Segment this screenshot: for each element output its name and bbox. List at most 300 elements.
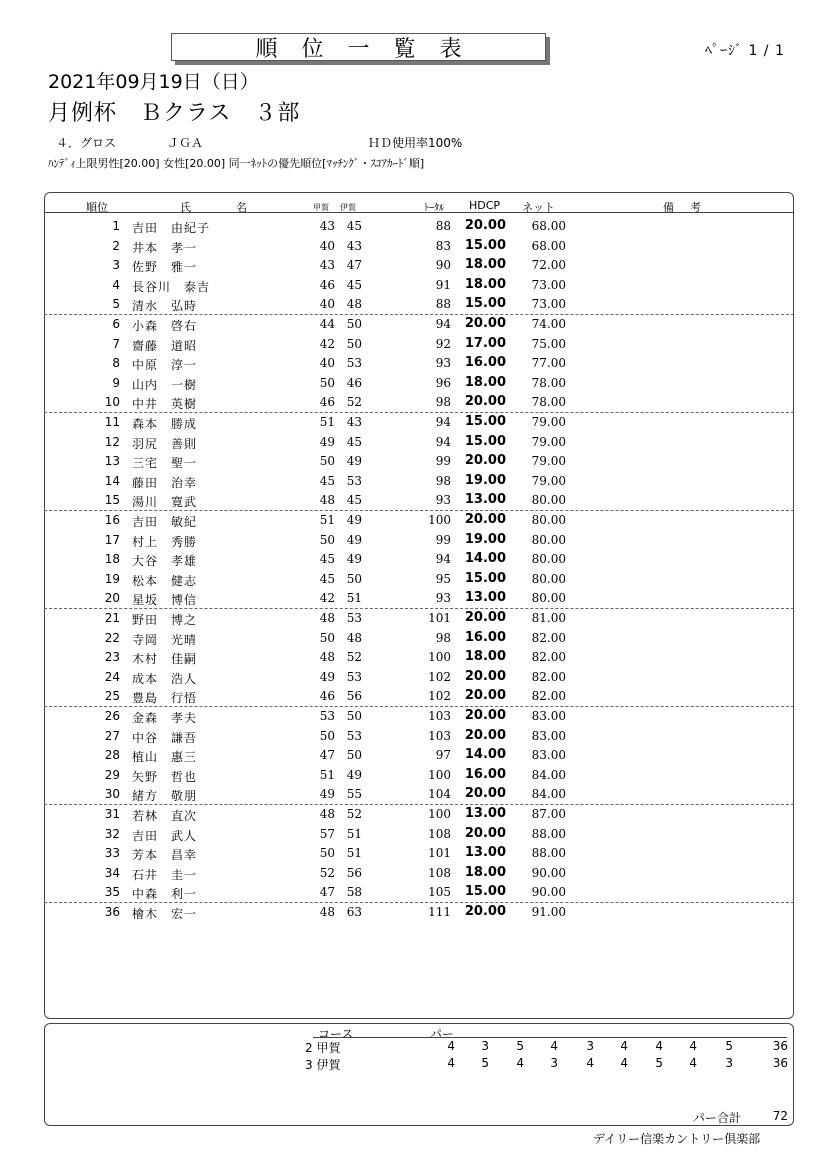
- title-box: [171, 33, 546, 61]
- cell-c1: 48: [319, 807, 335, 821]
- cell-rank: 12: [104, 434, 120, 449]
- hole-par: 4: [550, 1039, 558, 1053]
- cell-hdcp: 14.00: [464, 551, 506, 567]
- cell-c1: 47: [319, 885, 335, 900]
- table-row: [44, 785, 794, 805]
- cell-c1: 51: [319, 415, 335, 429]
- cell-c1: 50: [319, 454, 335, 469]
- cell-c2: 45: [346, 493, 362, 508]
- hole-par: 4: [620, 1056, 628, 1070]
- cell-c2: 53: [346, 473, 362, 488]
- cell-hdcp: 20.00: [464, 825, 506, 841]
- cell-rank: 8: [112, 356, 120, 371]
- table-row: [44, 511, 794, 531]
- cell-net: 87.00: [531, 807, 566, 821]
- cell-hdcp: 20.00: [464, 394, 506, 410]
- cell-c1: 48: [319, 905, 335, 919]
- cell-rank: 2: [112, 238, 120, 253]
- cell-c1: 40: [319, 238, 335, 253]
- club-name: デイリー信楽カントリー倶楽部: [593, 1132, 761, 1146]
- cell-c2: 49: [346, 532, 362, 547]
- hole-par: 4: [447, 1056, 455, 1070]
- cell-c2: 47: [346, 258, 362, 273]
- cell-net: 84.00: [531, 767, 566, 782]
- cell-net: 79.00: [531, 454, 566, 469]
- cell-total: 100: [428, 767, 451, 782]
- cell-net: 84.00: [531, 787, 566, 802]
- table-row: [44, 354, 794, 374]
- cell-total: 88: [435, 219, 451, 233]
- table-row: [44, 295, 794, 315]
- cell-net: 90.00: [531, 885, 566, 900]
- cell-net: 80.00: [531, 513, 566, 527]
- cell-rank: 29: [104, 767, 120, 782]
- cell-rank: 33: [104, 846, 120, 861]
- cell-hdcp: 20.00: [464, 610, 506, 625]
- cell-c2: 50: [346, 336, 362, 351]
- cell-c1: 46: [319, 395, 335, 410]
- cell-hdcp: 20.00: [464, 727, 506, 743]
- cell-c1: 48: [319, 611, 335, 625]
- col-net: ネット: [522, 201, 555, 214]
- cell-hdcp: 13.00: [464, 806, 506, 821]
- table-row: [44, 766, 794, 786]
- par-total-value: 72: [772, 1109, 788, 1123]
- cell-total: 108: [428, 865, 451, 880]
- cell-name: 芳本 昌幸: [132, 848, 198, 863]
- col-name-2: 名: [236, 201, 247, 214]
- table-row: [44, 393, 794, 413]
- cell-net: 80.00: [531, 532, 566, 547]
- cell-c2: 45: [346, 434, 362, 449]
- cell-net: 79.00: [531, 434, 566, 449]
- table-row: [44, 413, 794, 433]
- cell-name: 若林 直次: [132, 809, 198, 823]
- cell-net: 82.00: [531, 650, 566, 665]
- col-name-1: 氏: [180, 201, 191, 214]
- cell-name: 豊島 行悟: [132, 691, 198, 706]
- cell-rank: 6: [112, 317, 120, 331]
- table-row: [44, 570, 794, 590]
- cell-net: 74.00: [531, 317, 566, 331]
- cell-total: 83: [435, 238, 451, 253]
- cell-c1: 48: [319, 493, 335, 508]
- handicap-conditions: ﾊﾝﾃﾞｨ上限男性[20.00] 女性[20.00] 同一ﾈｯﾄの優先順位[ﾏｯﾁﾝｸﾞ・ｽｺｱｶｰﾄﾞ順]: [48, 157, 425, 170]
- cell-c1: 49: [319, 434, 335, 449]
- cell-c2: 43: [346, 238, 362, 253]
- cell-total: 100: [428, 650, 451, 665]
- table-row: [44, 609, 794, 629]
- course-par-total: 36: [772, 1039, 788, 1053]
- cell-c2: 51: [346, 846, 362, 861]
- cell-total: 93: [435, 591, 451, 606]
- cell-rank: 25: [104, 689, 120, 704]
- cell-c1: 57: [319, 826, 335, 841]
- table-row: [44, 531, 794, 551]
- cell-c1: 46: [319, 277, 335, 292]
- hole-par: 3: [481, 1039, 489, 1053]
- cell-c2: 52: [346, 807, 362, 821]
- cell-net: 79.00: [531, 415, 566, 429]
- cell-net: 83.00: [531, 728, 566, 743]
- cell-name: 村上 秀勝: [132, 534, 198, 549]
- table-row: [44, 433, 794, 453]
- table-row: [44, 237, 794, 257]
- course-name: 2 甲賀: [305, 1041, 341, 1055]
- cell-total: 98: [435, 630, 451, 645]
- hole-par: 4: [655, 1039, 663, 1053]
- cell-c1: 46: [319, 689, 335, 704]
- cell-hdcp: 18.00: [464, 649, 506, 665]
- cell-net: 75.00: [531, 336, 566, 351]
- cell-hdcp: 15.00: [464, 884, 506, 900]
- cell-net: 83.00: [531, 748, 566, 763]
- cell-net: 77.00: [531, 356, 566, 371]
- cell-hdcp: 20.00: [464, 453, 506, 469]
- cell-c1: 49: [319, 669, 335, 684]
- cell-name: 成本 浩人: [132, 671, 198, 686]
- cell-c2: 52: [346, 650, 362, 665]
- cell-total: 97: [435, 748, 451, 763]
- cell-total: 96: [435, 375, 451, 390]
- cell-hdcp: 13.00: [464, 845, 506, 861]
- cell-c1: 48: [319, 650, 335, 665]
- cell-hdcp: 15.00: [464, 570, 506, 586]
- cell-name: 長谷川 泰吉: [132, 279, 211, 294]
- cell-total: 102: [428, 689, 451, 704]
- cell-name: 星坂 博信: [132, 593, 198, 608]
- table-row: [44, 629, 794, 649]
- cell-rank: 23: [104, 650, 120, 665]
- table-row: [44, 452, 794, 472]
- hole-par: 3: [586, 1039, 594, 1053]
- cell-hdcp: 18.00: [464, 276, 506, 292]
- hole-par: 4: [689, 1039, 697, 1053]
- cell-hdcp: 18.00: [464, 864, 506, 880]
- cell-hdcp: 20.00: [464, 904, 506, 919]
- cell-name: 齋藤 道昭: [132, 338, 198, 353]
- cell-c1: 47: [319, 748, 335, 763]
- cell-name: 野田 博之: [132, 613, 198, 627]
- cell-rank: 1: [112, 219, 120, 233]
- cell-net: 72.00: [531, 258, 566, 273]
- cell-total: 98: [435, 395, 451, 410]
- cell-c2: 50: [346, 317, 362, 331]
- cell-rank: 16: [104, 513, 120, 527]
- cell-c2: 45: [346, 219, 362, 233]
- cell-rank: 11: [104, 415, 120, 429]
- cell-c2: 50: [346, 571, 362, 586]
- cell-hdcp: 15.00: [464, 237, 506, 253]
- cell-c1: 44: [319, 317, 335, 331]
- cell-total: 94: [435, 434, 451, 449]
- cell-c2: 49: [346, 454, 362, 469]
- course-label: コース: [318, 1027, 354, 1041]
- cell-rank: 17: [104, 532, 120, 547]
- cell-rank: 26: [104, 709, 120, 723]
- cell-hdcp: 20.00: [464, 708, 506, 723]
- hole-par: 4: [620, 1039, 628, 1053]
- cell-c1: 51: [319, 513, 335, 527]
- cell-hdcp: 20.00: [464, 512, 506, 527]
- cell-net: 82.00: [531, 669, 566, 684]
- cell-rank: 28: [104, 748, 120, 763]
- cell-hdcp: 19.00: [464, 472, 506, 488]
- cell-hdcp: 16.00: [464, 766, 506, 782]
- cell-net: 82.00: [531, 689, 566, 704]
- col-hdcp: HDCP: [469, 199, 501, 212]
- cell-c2: 63: [346, 905, 362, 919]
- cell-c1: 45: [319, 552, 335, 567]
- cell-hdcp: 16.00: [464, 629, 506, 645]
- cell-name: 檜木 宏一: [132, 907, 198, 921]
- cell-hdcp: 20.00: [464, 218, 506, 233]
- table-row: [44, 491, 794, 511]
- cell-net: 81.00: [531, 611, 566, 625]
- cell-total: 92: [435, 336, 451, 351]
- cell-name: 中谷 謙吾: [132, 730, 198, 745]
- table-row: [44, 883, 794, 903]
- cell-name: 森本 勝成: [132, 417, 198, 431]
- cell-name: 三宅 聖一: [132, 456, 198, 471]
- cell-total: 94: [435, 552, 451, 567]
- cell-name: 藤田 治幸: [132, 475, 198, 490]
- cell-c2: 58: [346, 885, 362, 900]
- cell-net: 68.00: [531, 219, 566, 233]
- table-row: [44, 335, 794, 355]
- rule-label: ＪＧＡ: [167, 136, 204, 150]
- cell-c1: 45: [319, 473, 335, 488]
- hd-rate: ＨＤ使用率100%: [368, 136, 463, 150]
- cell-name: 佐野 雅一: [132, 260, 198, 275]
- hole-par: 5: [725, 1039, 733, 1053]
- cell-name: 石井 圭一: [132, 867, 198, 882]
- cell-rank: 32: [104, 826, 120, 841]
- cell-net: 73.00: [531, 297, 566, 312]
- cell-net: 80.00: [531, 571, 566, 586]
- table-row: [44, 374, 794, 394]
- col-koka: 甲賀: [313, 203, 329, 212]
- table-row: [44, 472, 794, 492]
- table-row: [44, 217, 794, 237]
- cell-net: 91.00: [531, 905, 566, 919]
- table-row: [44, 844, 794, 864]
- hole-par: 5: [516, 1039, 524, 1053]
- cell-name: 中森 利一: [132, 887, 198, 902]
- cell-total: 102: [428, 669, 451, 684]
- table-row: [44, 825, 794, 845]
- cell-rank: 34: [104, 865, 120, 880]
- table-row: [44, 648, 794, 668]
- cell-net: 73.00: [531, 277, 566, 292]
- cell-hdcp: 20.00: [464, 688, 506, 704]
- cell-c1: 42: [319, 336, 335, 351]
- col-total: ﾄｰﾀﾙ: [424, 203, 444, 214]
- cell-net: 79.00: [531, 473, 566, 488]
- cell-rank: 7: [112, 336, 120, 351]
- cell-name: 松本 健志: [132, 573, 198, 588]
- cell-rank: 9: [112, 375, 120, 390]
- hole-par: 4: [586, 1056, 594, 1070]
- cell-c2: 53: [346, 728, 362, 743]
- cell-rank: 36: [104, 905, 120, 919]
- table-row: [44, 687, 794, 707]
- cell-name: 羽尻 善則: [132, 436, 198, 451]
- cell-name: 中井 英樹: [132, 397, 198, 412]
- cell-name: 吉田 敏紀: [132, 515, 198, 529]
- table-row: [44, 903, 794, 923]
- cell-net: 88.00: [531, 846, 566, 861]
- cell-c2: 55: [346, 787, 362, 802]
- course-name: 3 伊賀: [305, 1058, 341, 1072]
- cell-hdcp: 13.00: [464, 590, 506, 606]
- cell-total: 105: [428, 885, 451, 900]
- cell-net: 80.00: [531, 591, 566, 606]
- cell-total: 100: [428, 807, 451, 821]
- par-label: パー: [430, 1027, 455, 1041]
- cell-hdcp: 18.00: [464, 374, 506, 390]
- page-title: 順位一覧表: [255, 36, 486, 62]
- col-iga: 伊賀: [340, 203, 356, 212]
- course-header-rule: [313, 1037, 787, 1038]
- table-row: [44, 864, 794, 884]
- cell-rank: 19: [104, 571, 120, 586]
- cell-name: 寺岡 光晴: [132, 632, 198, 647]
- cell-name: 小森 啓右: [132, 319, 198, 333]
- cell-rank: 13: [104, 454, 120, 469]
- cell-total: 103: [428, 709, 451, 723]
- cell-c1: 50: [319, 630, 335, 645]
- cell-c2: 56: [346, 689, 362, 704]
- cell-c2: 48: [346, 630, 362, 645]
- cell-rank: 18: [104, 552, 120, 567]
- cell-name: 吉田 由紀子: [132, 221, 211, 235]
- cell-hdcp: 19.00: [464, 531, 506, 547]
- cell-name: 中原 淳一: [132, 358, 198, 373]
- cell-c2: 49: [346, 552, 362, 567]
- cell-total: 94: [435, 415, 451, 429]
- cell-total: 99: [435, 532, 451, 547]
- cell-c2: 46: [346, 375, 362, 390]
- cell-total: 99: [435, 454, 451, 469]
- cell-rank: 4: [112, 277, 120, 292]
- cell-c1: 40: [319, 356, 335, 371]
- cell-name: 清水 弘時: [132, 299, 198, 314]
- cell-name: 大谷 孝雄: [132, 554, 198, 569]
- cell-c2: 50: [346, 709, 362, 723]
- cell-total: 101: [428, 611, 451, 625]
- table-row: [44, 256, 794, 276]
- course-par-total: 36: [772, 1056, 788, 1070]
- cell-total: 104: [428, 787, 451, 802]
- cell-net: 78.00: [531, 395, 566, 410]
- table-row: [44, 668, 794, 688]
- cell-c1: 43: [319, 219, 335, 233]
- cell-c2: 53: [346, 611, 362, 625]
- cell-c1: 53: [319, 709, 335, 723]
- cell-rank: 10: [104, 395, 120, 410]
- cell-total: 95: [435, 571, 451, 586]
- cell-rank: 21: [104, 611, 120, 625]
- cell-total: 91: [435, 277, 451, 292]
- cell-rank: 14: [104, 473, 120, 488]
- scoring-method: ４．グロス: [56, 136, 117, 150]
- table-row: [44, 746, 794, 766]
- cell-hdcp: 20.00: [464, 316, 506, 331]
- cell-hdcp: 17.00: [464, 335, 506, 351]
- cell-total: 100: [428, 513, 451, 527]
- cell-c1: 50: [319, 375, 335, 390]
- table-row: [44, 727, 794, 747]
- cell-rank: 27: [104, 728, 120, 743]
- par-total-label: パー合計: [693, 1111, 742, 1125]
- cell-c2: 53: [346, 669, 362, 684]
- cell-rank: 22: [104, 630, 120, 645]
- cell-total: 88: [435, 297, 451, 312]
- table-row: [44, 550, 794, 570]
- cell-name: 木村 佳嗣: [132, 652, 198, 667]
- cell-rank: 35: [104, 885, 120, 900]
- hole-par: 4: [516, 1056, 524, 1070]
- cell-hdcp: 18.00: [464, 257, 506, 273]
- cell-total: 111: [428, 905, 451, 919]
- cell-rank: 24: [104, 669, 120, 684]
- cell-c2: 56: [346, 865, 362, 880]
- col-rank: 順位: [86, 201, 108, 214]
- hole-par: 5: [655, 1056, 663, 1070]
- cell-net: 82.00: [531, 630, 566, 645]
- cell-name: 金森 孝夫: [132, 711, 198, 725]
- cell-c1: 40: [319, 297, 335, 312]
- cell-c2: 51: [346, 826, 362, 841]
- table-row: [44, 707, 794, 727]
- table-row: [44, 589, 794, 609]
- hole-par: 5: [481, 1056, 489, 1070]
- cell-c1: 49: [319, 787, 335, 802]
- cell-hdcp: 13.00: [464, 492, 506, 508]
- cell-name: 植山 惠三: [132, 750, 198, 765]
- cell-hdcp: 15.00: [464, 296, 506, 312]
- cell-c2: 51: [346, 591, 362, 606]
- table-row: [44, 805, 794, 825]
- cell-name: 井本 孝一: [132, 240, 198, 255]
- class-name: 月例杯 Ｂクラス ３部: [48, 101, 301, 126]
- cell-hdcp: 15.00: [464, 433, 506, 449]
- cell-c1: 43: [319, 258, 335, 273]
- cell-rank: 31: [104, 807, 120, 821]
- hole-par: 4: [689, 1056, 697, 1070]
- col-remarks-2: 考: [690, 201, 701, 214]
- cell-hdcp: 15.00: [464, 414, 506, 429]
- cell-c1: 51: [319, 767, 335, 782]
- hole-par: 3: [550, 1056, 558, 1070]
- cell-c1: 50: [319, 728, 335, 743]
- cell-hdcp: 20.00: [464, 786, 506, 802]
- cell-hdcp: 14.00: [464, 747, 506, 763]
- cell-name: 山内 一樹: [132, 377, 198, 392]
- cell-rank: 5: [112, 297, 120, 312]
- cell-c2: 48: [346, 297, 362, 312]
- cell-total: 103: [428, 728, 451, 743]
- cell-total: 108: [428, 826, 451, 841]
- cell-c1: 50: [319, 846, 335, 861]
- cell-name: 湯川 寛武: [132, 495, 198, 510]
- cell-rank: 15: [104, 493, 120, 508]
- cell-total: 93: [435, 356, 451, 371]
- cell-total: 93: [435, 493, 451, 508]
- cell-net: 80.00: [531, 552, 566, 567]
- cell-net: 80.00: [531, 493, 566, 508]
